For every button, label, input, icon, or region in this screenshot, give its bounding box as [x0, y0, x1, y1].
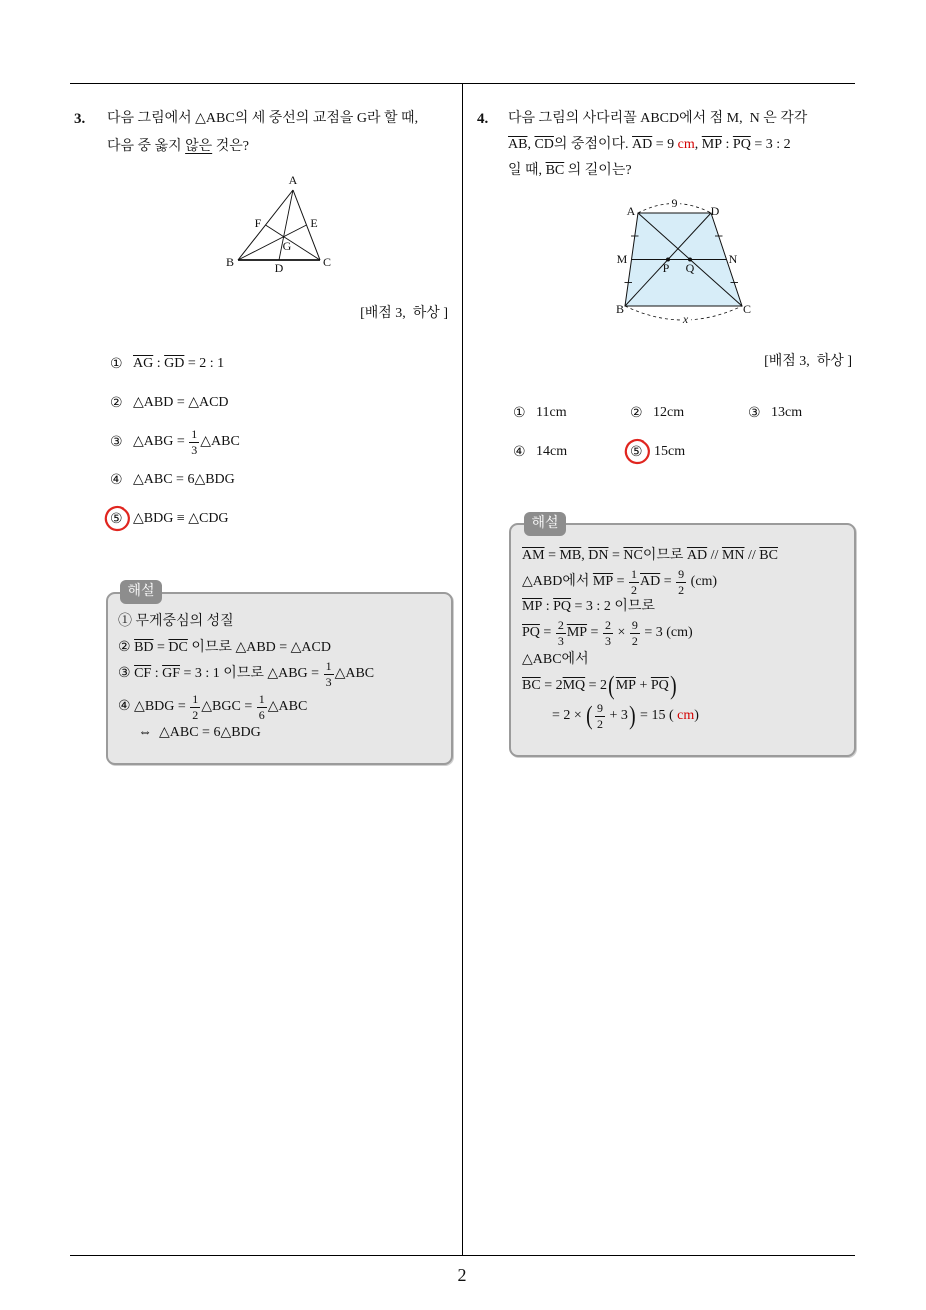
text-segment: = 2 ×	[552, 708, 586, 723]
text-segment: =	[613, 574, 629, 589]
fraction	[676, 568, 686, 597]
text-segment: =	[544, 548, 560, 563]
explanation-line-5	[138, 717, 261, 749]
text-segment: //	[744, 548, 760, 563]
text-segment: (cm)	[687, 574, 718, 589]
median-cf	[266, 225, 321, 260]
text-segment: )	[694, 708, 699, 723]
option-2	[110, 387, 229, 419]
fraction	[630, 619, 640, 648]
length-label-bottom: x	[682, 312, 689, 326]
option-mark: ⑤	[630, 444, 643, 460]
explanation-tab: 해설	[120, 580, 162, 604]
text-segment: △ABC	[334, 666, 375, 681]
option-mark: ④	[513, 444, 526, 460]
overline-segment: $\overline{CF}$	[134, 666, 152, 681]
text-segment: :	[153, 356, 165, 371]
option-value: 15cm	[654, 444, 686, 459]
text-segment: ,	[527, 137, 535, 152]
text-segment: 이므로	[642, 548, 687, 563]
text-segment: :	[542, 599, 554, 614]
text-segment: 다음 중 옳지	[107, 139, 186, 154]
text-segment: =	[539, 625, 555, 640]
text-segment: 다음 그림의 사다리꼴 ABCD에서 점 M, N 은 각각	[508, 111, 808, 126]
explanation-line-6	[522, 670, 677, 702]
fraction-denominator: 6	[258, 707, 265, 722]
fraction-numerator: 1	[325, 658, 332, 673]
overline-segment: $\overline{MQ}$	[562, 678, 586, 693]
option-expression	[133, 510, 229, 528]
underlined-text: 않은	[185, 139, 213, 154]
text-segment: 의 중점이다.	[553, 137, 633, 152]
overline-segment: $\overline{PQ}$	[522, 625, 540, 640]
text-segment: = 3 : 2	[750, 137, 791, 152]
option-expression	[133, 394, 229, 412]
option-value: 14cm	[536, 444, 568, 459]
fraction-denominator: 2	[678, 582, 685, 597]
fraction-numerator: 2	[604, 617, 611, 632]
text-segment: ④ △BDG =	[118, 699, 190, 714]
text-segment: 이므로 △ABD = △ACD	[187, 640, 331, 655]
trapezoid-figure	[610, 192, 760, 332]
option-4	[513, 436, 567, 468]
text-segment: :	[722, 137, 733, 152]
page-number: 2	[457, 1265, 467, 1285]
point-label-n: N	[728, 252, 738, 266]
text-segment: //	[707, 548, 722, 563]
overline-segment: $\overline{CD}$	[534, 137, 554, 152]
option-expression	[133, 428, 240, 457]
text-segment: = 2	[540, 678, 563, 693]
fraction-numerator: 9	[596, 700, 603, 715]
overline-segment: $\overline{MN}$	[721, 548, 745, 563]
centroid-label-g: G	[282, 239, 292, 253]
overline-segment: $\overline{GD}$	[164, 356, 185, 371]
fraction-denominator: 3	[191, 442, 198, 457]
fraction-numerator: 9	[678, 566, 685, 581]
fraction	[595, 702, 605, 731]
text-segment: 일 때,	[508, 163, 546, 178]
point-label-f: F	[254, 216, 262, 230]
vertex-label-d: D	[710, 204, 720, 218]
vertex-label-b: B	[615, 302, 625, 316]
overline-segment: $\overline{AB}$	[508, 137, 528, 152]
explanation-line-3	[118, 658, 374, 690]
big-left-paren: (	[608, 671, 615, 700]
option-mark: ⑤	[110, 511, 123, 527]
red-unit-text: cm	[677, 708, 695, 723]
length-label-top: 9	[671, 196, 678, 210]
text-segment: △ABD에서	[522, 574, 593, 589]
option-3	[748, 397, 802, 429]
overline-segment: $\overline{MP}$	[615, 678, 636, 693]
question-text-line-3	[508, 155, 632, 187]
text-segment: ,	[581, 548, 589, 563]
text-segment: △ABC = 6△BDG	[133, 472, 235, 487]
overline-segment: $\overline{BC}$	[522, 678, 541, 693]
option-mark: ④	[110, 472, 123, 488]
overline-segment: $\overline{MP}$	[566, 625, 588, 640]
question-text-line-2	[107, 131, 249, 163]
text-segment: = 9	[652, 137, 678, 152]
option-mark: ②	[110, 395, 123, 411]
text-segment: 것은?	[212, 139, 249, 154]
fraction-numerator: 1	[258, 691, 265, 706]
fraction	[603, 619, 613, 648]
fraction	[189, 428, 199, 457]
overline-segment: $\overline{PQ}$	[732, 137, 751, 152]
option-mark: ③	[748, 405, 761, 421]
option-mark: ①	[513, 405, 526, 421]
fraction	[324, 660, 334, 689]
point-label-p: P	[662, 261, 670, 275]
vertex-label-a: A	[288, 173, 298, 187]
overline-segment: $\overline{NC}$	[623, 548, 643, 563]
option-2	[630, 397, 684, 429]
overline-segment: $\overline{MB}$	[559, 548, 582, 563]
answer-circle-stroke	[106, 507, 129, 530]
text-segment: ③	[118, 666, 135, 681]
fraction-numerator: 2	[557, 617, 564, 632]
triangle-centroid-figure	[220, 170, 345, 280]
text-segment: △ABD = △ACD	[133, 395, 229, 410]
median-be	[238, 225, 307, 260]
overline-segment: $\overline{AG}$	[133, 356, 154, 371]
option-1	[513, 397, 567, 429]
text-segment: =	[587, 625, 602, 640]
option-mark: ③	[110, 434, 123, 450]
option-mark: ①	[110, 356, 123, 372]
text-segment: ⇔ △ABC = 6△BDG	[138, 725, 261, 740]
option-1	[110, 348, 224, 380]
vertex-label-c: C	[322, 255, 332, 269]
overline-segment: $\overline{MP}$	[522, 599, 543, 614]
point-label-q: Q	[685, 261, 695, 275]
question-number: 3.	[74, 111, 86, 127]
option-expression	[133, 355, 224, 373]
overline-segment: $\overline{BD}$	[134, 640, 154, 655]
overline-segment: $\overline{DC}$	[168, 640, 188, 655]
fraction-denominator: 2	[192, 707, 199, 722]
fraction-numerator: 1	[631, 566, 638, 581]
text-segment: △ABC	[267, 699, 308, 714]
overline-segment: $\overline{PQ}$	[650, 678, 669, 693]
option-value: 12cm	[653, 405, 685, 420]
text-segment: = 3 : 2 이므로	[571, 599, 655, 614]
vertex-label-b: B	[225, 255, 235, 269]
fraction-denominator: 3	[557, 633, 564, 648]
text-segment: △ABG =	[133, 434, 189, 449]
text-segment: :	[151, 666, 163, 681]
text-segment: △ABC	[200, 434, 240, 449]
overline-segment: $\overline{AM}$	[522, 548, 545, 563]
big-right-paren: )	[628, 701, 636, 730]
big-left-paren: (	[586, 701, 593, 730]
fraction-denominator: 2	[596, 716, 603, 731]
point-label-e: E	[310, 216, 318, 230]
text-segment: ②	[118, 640, 135, 655]
point-label-m: M	[616, 252, 628, 266]
overline-segment: $\overline{GF}$	[162, 666, 180, 681]
overline-segment: $\overline{PQ}$	[553, 599, 572, 614]
text-segment: △BGC =	[201, 699, 256, 714]
option-3	[110, 426, 240, 458]
fraction-numerator: 1	[191, 426, 198, 441]
text-segment: +	[635, 678, 651, 693]
text-segment: 의 길이는?	[564, 163, 632, 178]
fraction-denominator: 2	[631, 633, 638, 648]
score-label: [배점 3, 하상 ]	[764, 354, 852, 369]
fraction-denominator: 3	[325, 674, 332, 689]
text-segment: = 15 (	[636, 708, 678, 723]
text-segment: = 3 (cm)	[640, 625, 693, 640]
point-label-d: D	[274, 261, 284, 275]
overline-segment: $\overline{BC}$	[759, 548, 778, 563]
explanation-line-7	[552, 700, 699, 732]
overline-segment: $\overline{MP}$	[701, 137, 723, 152]
red-unit-text: cm	[677, 137, 695, 152]
fraction-numerator: 9	[631, 617, 638, 632]
text-segment: + 3	[605, 708, 628, 723]
text-segment: △BDG ≡ △CDG	[133, 511, 229, 526]
option-4	[110, 464, 235, 496]
option-mark: ②	[630, 405, 643, 421]
answer-circle-stroke	[626, 440, 649, 463]
option-expression	[133, 471, 235, 489]
overline-segment: $\overline{AD}$	[640, 574, 661, 589]
answer-circle-mark	[102, 504, 132, 534]
overline-segment: $\overline{AD}$	[632, 137, 653, 152]
text-segment: ×	[613, 625, 629, 640]
bottom-rule	[70, 1255, 855, 1256]
fraction-numerator: 1	[192, 691, 199, 706]
fraction-denominator: 3	[604, 633, 611, 648]
score-label: [배점 3, 하상 ]	[360, 306, 448, 321]
option-value: 13cm	[771, 405, 803, 420]
overline-segment: $\overline{DN}$	[588, 548, 609, 563]
overline-segment: $\overline{MP}$	[592, 574, 614, 589]
fraction-denominator: 2	[631, 582, 638, 597]
overline-segment: $\overline{BC}$	[545, 163, 565, 178]
question-number: 4.	[477, 111, 489, 127]
text-segment: ① 무게중심의 성질	[118, 614, 234, 629]
text-segment: △ABC에서	[522, 652, 589, 667]
explanation-tab: 해설	[524, 512, 566, 536]
text-segment: = 3 : 1 이므로 △ABG =	[179, 666, 323, 681]
text-segment: =	[608, 548, 624, 563]
overline-segment: $\overline{AD}$	[686, 548, 708, 563]
vertex-label-c: C	[742, 302, 752, 316]
text-segment: = 2	[585, 678, 608, 693]
text-segment: =	[660, 574, 676, 589]
vertex-label-a: A	[626, 204, 636, 218]
text-segment: = 2 : 1	[184, 356, 225, 371]
text-segment: =	[153, 640, 169, 655]
answer-circle-mark	[622, 437, 652, 467]
big-right-paren: )	[669, 671, 677, 700]
text-segment: 다음 그림에서 △ABC의 세 중선의 교점을 G라 할 때,	[107, 111, 419, 126]
column-divider	[462, 83, 463, 1255]
option-value: 11cm	[536, 405, 567, 420]
text-segment: ,	[694, 137, 702, 152]
